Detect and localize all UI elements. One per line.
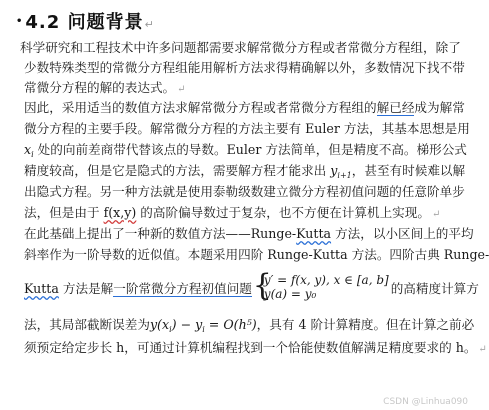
text-line <box>24 100 468 116</box>
text-span: 在此基础上提出了一种新的数值方法——Runge- <box>24 226 297 241</box>
text-line <box>24 314 475 336</box>
text-span: 微分方程的主要手段。解常微分方程的方法主要有 Euler 方法，其基本思想是用 <box>24 121 470 136</box>
heading-number: 4.2 <box>25 12 61 33</box>
text-span: 常微分方程的解的表达式。 <box>24 80 176 95</box>
return-mark-icon: ↵ <box>431 209 441 220</box>
section-heading <box>16 8 155 34</box>
text-line <box>24 205 468 223</box>
grammar-flag[interactable]: 一阶常微分方程初值问题 <box>113 281 252 296</box>
text-line <box>24 184 468 200</box>
paragraph-mark-icon: ↵ <box>144 18 155 31</box>
return-mark-icon: ↵ <box>177 84 186 95</box>
text-span: 的高精度计算方 <box>390 281 479 296</box>
text-span: ，甚至有时候难以解 <box>351 163 466 178</box>
text-span: 方法，以小区间上的平均 <box>331 226 474 241</box>
heading-title: 问题背景 <box>67 12 144 33</box>
math-sub: i <box>202 325 205 334</box>
text-span: 少数特殊类型的常微分方程组能用解析方法求得精确解以外，多数情况下找不带 <box>24 60 465 75</box>
equation-system <box>254 273 389 303</box>
text-line <box>24 226 474 242</box>
spelling-flag[interactable]: Kutta <box>24 281 59 296</box>
math-sub: i <box>169 325 172 334</box>
math-sub: i <box>31 150 34 159</box>
text-span: 成为解常 <box>414 100 465 115</box>
text-span: 科学研究和工程技术中许多问题都需要求解常微分方程或者常微分方程组，除了 <box>20 40 461 55</box>
text-span: 的高阶偏导数过于复杂，也不方便在计算机上实现。 <box>136 205 430 220</box>
math-sub: i+1 <box>337 171 352 180</box>
math-var: y <box>330 163 338 178</box>
spelling-flag[interactable]: f(x,y) <box>103 205 137 220</box>
watermark: CSDN @Linhua090 <box>383 397 468 407</box>
return-mark-icon: ↵ <box>478 344 487 355</box>
text-line <box>20 40 464 56</box>
math-var: y(x <box>149 317 170 332</box>
math-var: x <box>24 142 32 157</box>
text-span: 方法是解 <box>58 281 114 296</box>
text-span: 因此，采用适当的数值方法求解常微分方程或者常微分方程组的 <box>24 100 377 115</box>
text-span: 精度较高，但是它是隐式的方法，需要解方程才能求出 <box>24 163 331 178</box>
text-span: ，具有 4 阶计算精度。但在计算之前必 <box>256 317 475 332</box>
text-line <box>24 340 487 358</box>
text-line <box>24 121 468 137</box>
equation-line: { y′ = f(x, y), x ∈ [a, b] <box>263 272 389 287</box>
math-expr: = O(h⁵) <box>204 317 257 332</box>
text-span: 处的向前差商带代替该点的导数。Euler 方法简单，但是精度不高。梯形公式 <box>33 142 467 157</box>
text-span: 法，其局部截断误差为 <box>24 317 150 332</box>
text-line <box>24 272 479 306</box>
spelling-flag[interactable]: Kutta <box>296 226 332 241</box>
math-var: ) − y <box>171 317 203 332</box>
text-line <box>24 60 468 76</box>
heading-bullet: • <box>16 16 24 27</box>
text-span: 法，但是由于 <box>24 205 104 220</box>
text-line <box>24 163 468 184</box>
text-line <box>24 80 468 98</box>
text-span: 出隐式方程。另一种方法就是使用泰勒级数建立微分方程初值问题的任意阶单步 <box>24 184 465 199</box>
equation-line: y(a) = y₀ <box>263 286 317 301</box>
grammar-flag[interactable]: 解已经 <box>376 100 415 115</box>
text-line <box>24 142 468 163</box>
text-span: 斜率作为一阶导数的近似值。本题采用四阶 Runge-Kutta 方法。四阶古典 Runge- <box>24 247 489 262</box>
text-span: 须预定给定步长 h，可通过计算机编程找到一个恰能使数值解满足精度要求的 h。 <box>24 340 477 355</box>
text-line <box>24 247 489 263</box>
